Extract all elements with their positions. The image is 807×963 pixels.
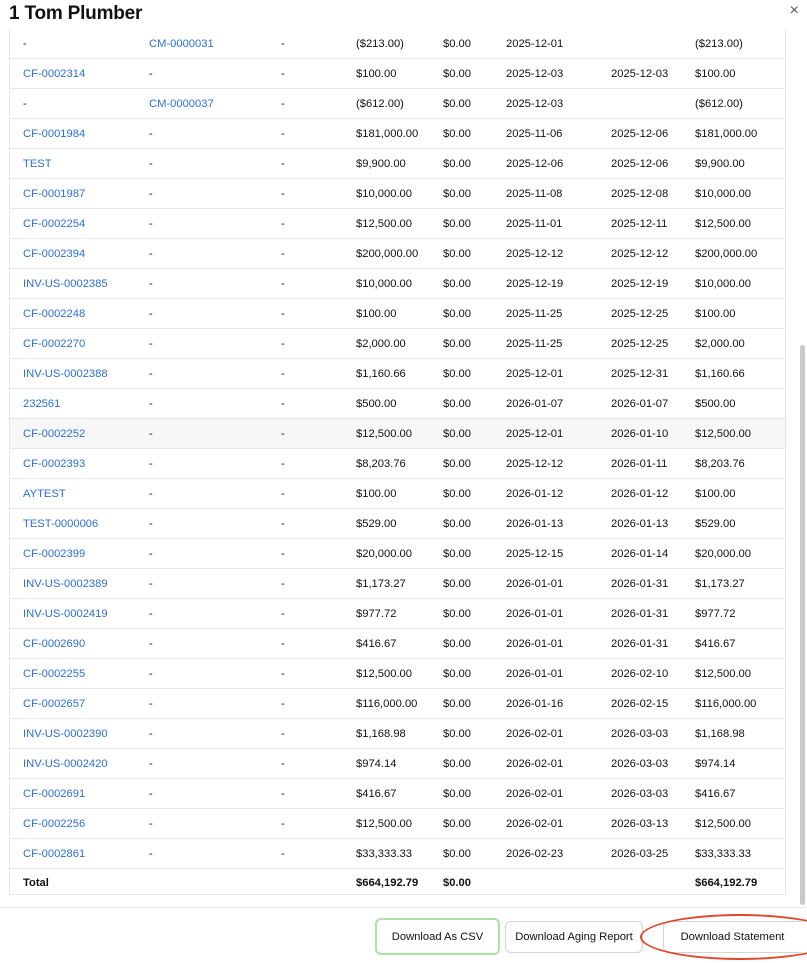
date-cell: 2025-12-12 <box>506 449 611 479</box>
footer-divider <box>0 907 807 908</box>
amount-cell: $1,168.98 <box>356 719 443 749</box>
ref-cell: - <box>281 389 356 419</box>
credit-memo-cell: - <box>149 269 281 299</box>
amount-cell: $529.00 <box>356 509 443 539</box>
ref-cell: - <box>281 629 356 659</box>
table-row <box>10 599 785 629</box>
paid-cell: $0.00 <box>443 509 506 539</box>
paid-cell: $0.00 <box>443 359 506 389</box>
date-cell: 2026-02-23 <box>506 839 611 869</box>
credit-memo-cell: - <box>149 809 281 839</box>
scrollbar[interactable] <box>800 345 805 905</box>
invoice-cell[interactable]: CF-0002394 <box>10 239 149 269</box>
amount-cell: ($612.00) <box>356 89 443 119</box>
due-date-cell: 2026-01-31 <box>611 569 695 599</box>
amount-cell: $12,500.00 <box>356 209 443 239</box>
table-row <box>10 179 785 209</box>
due-date-cell: 2025-12-31 <box>611 359 695 389</box>
date-cell: 2025-11-01 <box>506 209 611 239</box>
credit-memo-cell: - <box>149 299 281 329</box>
date-cell: 2025-12-12 <box>506 239 611 269</box>
invoice-cell: - <box>10 30 149 59</box>
amount-cell: $12,500.00 <box>356 809 443 839</box>
credit-memo-cell: - <box>149 839 281 869</box>
total-paid: $0.00 <box>443 877 471 889</box>
paid-cell: $0.00 <box>443 659 506 689</box>
ref-cell: - <box>281 269 356 299</box>
table-row <box>10 59 785 89</box>
amount-cell: $33,333.33 <box>356 839 443 869</box>
invoice-table <box>10 30 785 897</box>
paid-cell: $0.00 <box>443 89 506 119</box>
table-row <box>10 629 785 659</box>
paid-cell: $0.00 <box>443 839 506 869</box>
credit-memo-cell: - <box>149 629 281 659</box>
table-row <box>10 449 785 479</box>
invoice-cell[interactable]: CF-0001987 <box>10 179 149 209</box>
date-cell: 2025-12-01 <box>506 30 611 59</box>
balance-cell: ($612.00) <box>695 89 785 119</box>
amount-cell: $977.72 <box>356 599 443 629</box>
due-date-cell: 2025-12-25 <box>611 329 695 359</box>
date-cell: 2025-11-06 <box>506 119 611 149</box>
ref-cell: - <box>281 659 356 689</box>
table-row <box>10 779 785 809</box>
due-date-cell: 2026-03-13 <box>611 809 695 839</box>
due-date-cell: 2026-01-11 <box>611 449 695 479</box>
table-row <box>10 389 785 419</box>
due-date-cell: 2025-12-11 <box>611 209 695 239</box>
ref-cell: - <box>281 149 356 179</box>
invoice-cell[interactable]: CF-0002255 <box>10 659 149 689</box>
date-cell: 2025-12-03 <box>506 59 611 89</box>
download-csv-button[interactable]: Download As CSV <box>375 918 500 955</box>
date-cell: 2025-11-08 <box>506 179 611 209</box>
balance-cell: $2,000.00 <box>695 329 785 359</box>
ref-cell: - <box>281 569 356 599</box>
date-cell: 2026-01-01 <box>506 599 611 629</box>
amount-cell: $416.67 <box>356 779 443 809</box>
due-date-cell: 2025-12-12 <box>611 239 695 269</box>
due-date-cell: 2026-01-10 <box>611 419 695 449</box>
balance-cell: $12,500.00 <box>695 209 785 239</box>
ref-cell: - <box>281 59 356 89</box>
amount-cell: $12,500.00 <box>356 419 443 449</box>
ref-cell: - <box>281 449 356 479</box>
balance-cell: $116,000.00 <box>695 689 785 719</box>
date-cell: 2026-01-01 <box>506 659 611 689</box>
ref-cell: - <box>281 599 356 629</box>
amount-cell: $100.00 <box>356 479 443 509</box>
table-row <box>10 509 785 539</box>
ref-cell: - <box>281 479 356 509</box>
ref-cell: - <box>281 749 356 779</box>
due-date-cell: 2025-12-08 <box>611 179 695 209</box>
date-cell: 2025-12-15 <box>506 539 611 569</box>
table-row <box>10 269 785 299</box>
invoice-cell[interactable]: CF-0002256 <box>10 809 149 839</box>
date-cell: 2026-01-12 <box>506 479 611 509</box>
credit-memo-cell: - <box>149 599 281 629</box>
invoice-cell[interactable]: TEST-0000006 <box>10 509 149 539</box>
invoice-cell[interactable]: INV-US-0002419 <box>10 599 149 629</box>
paid-cell: $0.00 <box>443 389 506 419</box>
credit-memo-cell: - <box>149 479 281 509</box>
balance-cell: $1,173.27 <box>695 569 785 599</box>
invoice-cell[interactable]: CF-0002254 <box>10 209 149 239</box>
credit-memo-cell: - <box>149 659 281 689</box>
paid-cell: $0.00 <box>443 539 506 569</box>
balance-cell: $8,203.76 <box>695 449 785 479</box>
date-cell: 2026-02-01 <box>506 749 611 779</box>
table-row <box>10 359 785 389</box>
credit-memo-cell: - <box>149 179 281 209</box>
total-row <box>10 869 785 898</box>
paid-cell: $0.00 <box>443 479 506 509</box>
balance-cell: $200,000.00 <box>695 239 785 269</box>
empty-cell <box>281 869 356 898</box>
empty-cell <box>149 869 281 898</box>
download-aging-report-button[interactable]: Download Aging Report <box>505 921 643 953</box>
invoice-cell[interactable]: AYTEST <box>10 479 149 509</box>
date-cell: 2025-12-19 <box>506 269 611 299</box>
credit-memo-cell: - <box>149 389 281 419</box>
invoice-cell[interactable]: TEST <box>10 149 149 179</box>
total-label: Total <box>23 877 49 889</box>
paid-cell: $0.00 <box>443 269 506 299</box>
paid-cell: $0.00 <box>443 599 506 629</box>
paid-cell: $0.00 <box>443 449 506 479</box>
invoice-cell[interactable]: CF-0002248 <box>10 299 149 329</box>
date-cell: 2026-01-01 <box>506 629 611 659</box>
paid-cell: $0.00 <box>443 239 506 269</box>
credit-memo-cell: - <box>149 569 281 599</box>
invoice-cell[interactable]: CF-0002690 <box>10 629 149 659</box>
ref-cell: - <box>281 509 356 539</box>
total-balance: $664,192.79 <box>695 877 758 889</box>
amount-cell: $20,000.00 <box>356 539 443 569</box>
credit-memo-cell: - <box>149 329 281 359</box>
amount-cell: $9,900.00 <box>356 149 443 179</box>
table-row <box>10 809 785 839</box>
empty-cell <box>611 869 695 898</box>
amount-cell: $1,160.66 <box>356 359 443 389</box>
balance-cell: $1,160.66 <box>695 359 785 389</box>
balance-cell: $977.72 <box>695 599 785 629</box>
date-cell: 2026-01-01 <box>506 569 611 599</box>
balance-cell: $10,000.00 <box>695 179 785 209</box>
invoice-cell[interactable]: CF-0002861 <box>10 839 149 869</box>
ref-cell: - <box>281 30 356 59</box>
credit-memo-cell: - <box>149 239 281 269</box>
paid-cell: $0.00 <box>443 329 506 359</box>
amount-cell: $1,173.27 <box>356 569 443 599</box>
date-cell: 2026-01-16 <box>506 689 611 719</box>
due-date-cell <box>611 89 695 119</box>
invoice-cell[interactable]: CF-0001984 <box>10 119 149 149</box>
date-cell: 2026-01-07 <box>506 389 611 419</box>
balance-cell: $529.00 <box>695 509 785 539</box>
balance-cell: $416.67 <box>695 779 785 809</box>
invoice-cell[interactable]: INV-US-0002385 <box>10 269 149 299</box>
credit-memo-cell[interactable]: CM-0000037 <box>149 89 281 119</box>
table-row <box>10 689 785 719</box>
credit-memo-cell[interactable]: CM-0000031 <box>149 30 281 59</box>
date-cell: 2025-11-25 <box>506 299 611 329</box>
date-cell: 2026-02-01 <box>506 719 611 749</box>
balance-cell: $181,000.00 <box>695 119 785 149</box>
paid-cell: $0.00 <box>443 689 506 719</box>
invoice-cell[interactable]: INV-US-0002390 <box>10 719 149 749</box>
paid-cell: $0.00 <box>443 749 506 779</box>
due-date-cell: 2025-12-25 <box>611 299 695 329</box>
balance-cell: $1,168.98 <box>695 719 785 749</box>
due-date-cell: 2026-03-03 <box>611 779 695 809</box>
ref-cell: - <box>281 299 356 329</box>
ref-cell: - <box>281 239 356 269</box>
table-row <box>10 119 785 149</box>
amount-cell: $100.00 <box>356 299 443 329</box>
due-date-cell: 2026-02-15 <box>611 689 695 719</box>
balance-cell: $12,500.00 <box>695 809 785 839</box>
date-cell: 2025-11-25 <box>506 329 611 359</box>
table-row <box>10 89 785 119</box>
paid-cell: $0.00 <box>443 299 506 329</box>
due-date-cell <box>611 30 695 59</box>
amount-cell: $8,203.76 <box>356 449 443 479</box>
paid-cell: $0.00 <box>443 569 506 599</box>
table-row <box>10 30 785 59</box>
balance-cell: $10,000.00 <box>695 269 785 299</box>
ref-cell: - <box>281 689 356 719</box>
table-row <box>10 719 785 749</box>
table-row <box>10 749 785 779</box>
date-cell: 2025-12-01 <box>506 419 611 449</box>
ref-cell: - <box>281 539 356 569</box>
ref-cell: - <box>281 809 356 839</box>
credit-memo-cell: - <box>149 509 281 539</box>
ref-cell: - <box>281 419 356 449</box>
ref-cell: - <box>281 719 356 749</box>
table-row <box>10 299 785 329</box>
balance-cell: $500.00 <box>695 389 785 419</box>
paid-cell: $0.00 <box>443 629 506 659</box>
due-date-cell: 2025-12-06 <box>611 149 695 179</box>
due-date-cell: 2025-12-03 <box>611 59 695 89</box>
due-date-cell: 2026-01-07 <box>611 389 695 419</box>
date-cell: 2026-02-01 <box>506 779 611 809</box>
balance-cell: $9,900.00 <box>695 149 785 179</box>
due-date-cell: 2026-03-03 <box>611 719 695 749</box>
date-cell: 2026-02-01 <box>506 809 611 839</box>
table-row <box>10 329 785 359</box>
balance-cell: $100.00 <box>695 59 785 89</box>
due-date-cell: 2026-01-14 <box>611 539 695 569</box>
ref-cell: - <box>281 359 356 389</box>
invoice-cell[interactable]: CF-0002399 <box>10 539 149 569</box>
amount-cell: $10,000.00 <box>356 269 443 299</box>
ref-cell: - <box>281 839 356 869</box>
invoice-cell[interactable]: 232561 <box>10 389 149 419</box>
paid-cell: $0.00 <box>443 419 506 449</box>
due-date-cell: 2026-01-12 <box>611 479 695 509</box>
due-date-cell: 2026-02-10 <box>611 659 695 689</box>
ref-cell: - <box>281 89 356 119</box>
table-row <box>10 569 785 599</box>
ref-cell: - <box>281 329 356 359</box>
due-date-cell: 2025-12-06 <box>611 119 695 149</box>
paid-cell: $0.00 <box>443 179 506 209</box>
due-date-cell: 2026-01-31 <box>611 629 695 659</box>
invoice-cell[interactable]: CF-0002393 <box>10 449 149 479</box>
amount-cell: ($213.00) <box>356 30 443 59</box>
credit-memo-cell: - <box>149 719 281 749</box>
date-cell: 2025-12-01 <box>506 359 611 389</box>
amount-cell: $116,000.00 <box>356 689 443 719</box>
table-body <box>10 30 785 897</box>
balance-cell: $100.00 <box>695 479 785 509</box>
balance-cell: ($213.00) <box>695 30 785 59</box>
invoice-cell: - <box>10 89 149 119</box>
credit-memo-cell: - <box>149 209 281 239</box>
amount-cell: $974.14 <box>356 749 443 779</box>
balance-cell: $974.14 <box>695 749 785 779</box>
close-icon[interactable]: × <box>789 2 799 19</box>
credit-memo-cell: - <box>149 749 281 779</box>
ref-cell: - <box>281 119 356 149</box>
due-date-cell: 2026-01-31 <box>611 599 695 629</box>
empty-cell <box>506 869 611 898</box>
amount-cell: $416.67 <box>356 629 443 659</box>
paid-cell: $0.00 <box>443 779 506 809</box>
balance-cell: $20,000.00 <box>695 539 785 569</box>
paid-cell: $0.00 <box>443 719 506 749</box>
ref-cell: - <box>281 779 356 809</box>
amount-cell: $181,000.00 <box>356 119 443 149</box>
amount-cell: $500.00 <box>356 389 443 419</box>
invoice-cell[interactable]: CF-0002691 <box>10 779 149 809</box>
amount-cell: $2,000.00 <box>356 329 443 359</box>
paid-cell: $0.00 <box>443 59 506 89</box>
invoice-cell[interactable]: CF-0002252 <box>10 419 149 449</box>
table-row <box>10 659 785 689</box>
paid-cell: $0.00 <box>443 30 506 59</box>
modal-title: 1 Tom Plumber <box>9 3 143 24</box>
amount-cell: $100.00 <box>356 59 443 89</box>
credit-memo-cell: - <box>149 149 281 179</box>
amount-cell: $10,000.00 <box>356 179 443 209</box>
table-row <box>10 239 785 269</box>
credit-memo-cell: - <box>149 539 281 569</box>
paid-cell: $0.00 <box>443 809 506 839</box>
balance-cell: $12,500.00 <box>695 659 785 689</box>
date-cell: 2025-12-06 <box>506 149 611 179</box>
table-row <box>10 209 785 239</box>
invoice-cell[interactable]: INV-US-0002420 <box>10 749 149 779</box>
invoice-cell[interactable]: CF-0002270 <box>10 329 149 359</box>
table-row <box>10 149 785 179</box>
balance-cell: $416.67 <box>695 629 785 659</box>
invoice-cell[interactable]: INV-US-0002388 <box>10 359 149 389</box>
table-row <box>10 839 785 869</box>
credit-memo-cell: - <box>149 119 281 149</box>
balance-cell: $100.00 <box>695 299 785 329</box>
invoice-table-container[interactable] <box>9 30 786 895</box>
paid-cell: $0.00 <box>443 119 506 149</box>
invoice-cell[interactable]: CF-0002657 <box>10 689 149 719</box>
paid-cell: $0.00 <box>443 149 506 179</box>
download-statement-button[interactable]: Download Statement <box>663 921 801 953</box>
ref-cell: - <box>281 209 356 239</box>
due-date-cell: 2025-12-19 <box>611 269 695 299</box>
invoice-cell[interactable]: CF-0002314 <box>10 59 149 89</box>
credit-memo-cell: - <box>149 449 281 479</box>
table-row <box>10 419 785 449</box>
credit-memo-cell: - <box>149 689 281 719</box>
amount-cell: $12,500.00 <box>356 659 443 689</box>
table-row <box>10 539 785 569</box>
total-amount: $664,192.79 <box>356 877 419 889</box>
balance-cell: $33,333.33 <box>695 839 785 869</box>
credit-memo-cell: - <box>149 779 281 809</box>
invoice-cell[interactable]: INV-US-0002389 <box>10 569 149 599</box>
amount-cell: $200,000.00 <box>356 239 443 269</box>
credit-memo-cell: - <box>149 419 281 449</box>
due-date-cell: 2026-03-25 <box>611 839 695 869</box>
balance-cell: $12,500.00 <box>695 419 785 449</box>
date-cell: 2026-01-13 <box>506 509 611 539</box>
credit-memo-cell: - <box>149 59 281 89</box>
paid-cell: $0.00 <box>443 209 506 239</box>
ref-cell: - <box>281 179 356 209</box>
table-row <box>10 479 785 509</box>
date-cell: 2025-12-03 <box>506 89 611 119</box>
due-date-cell: 2026-03-03 <box>611 749 695 779</box>
due-date-cell: 2026-01-13 <box>611 509 695 539</box>
credit-memo-cell: - <box>149 359 281 389</box>
